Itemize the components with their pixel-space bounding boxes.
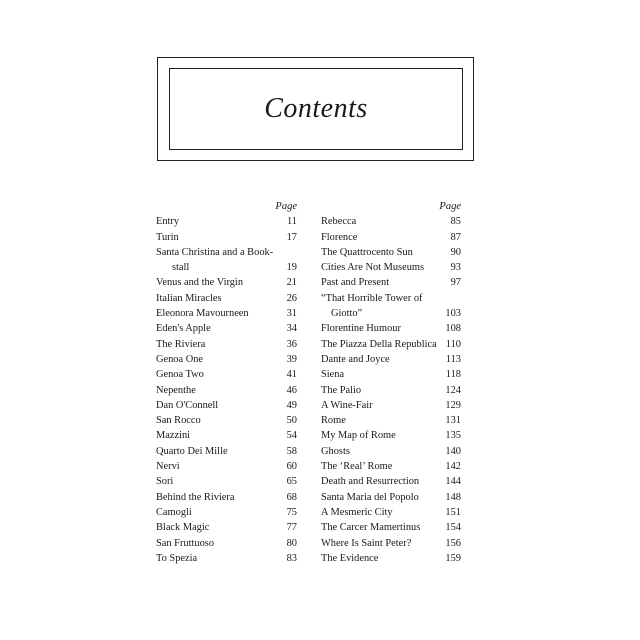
- toc-entry: [156, 367, 297, 382]
- toc-entry: [156, 520, 297, 535]
- toc-entry-title: Dante and Joyce: [321, 353, 390, 365]
- toc-entry-page: 50: [286, 415, 297, 427]
- toc-entry: [321, 383, 461, 398]
- toc-entry-title-continued: stall: [172, 262, 190, 274]
- toc-entry-page: 159: [445, 552, 461, 564]
- toc-entry-page: 87: [450, 231, 461, 243]
- toc-entry-page: 148: [445, 491, 461, 503]
- toc-entry: [156, 321, 297, 336]
- toc-entry-page: 65: [286, 476, 297, 488]
- toc-entry: [321, 275, 461, 290]
- toc-entry-page: 49: [286, 399, 297, 411]
- toc-entry: [321, 505, 461, 520]
- toc-entry-title: Ghosts: [321, 445, 350, 457]
- toc-entry-title: “That Horrible Tower of: [321, 292, 423, 304]
- toc-entry-title: Nepenthe: [156, 384, 196, 396]
- toc-entry-page: 46: [286, 384, 297, 396]
- toc-entry-title: Camogli: [156, 506, 192, 518]
- toc-entry: [156, 306, 297, 321]
- toc-entry: [156, 214, 297, 229]
- toc-entry: [321, 260, 461, 275]
- toc-entry-title: A Mesmeric City: [321, 506, 393, 518]
- toc-entry-page: 142: [445, 461, 461, 473]
- toc-entry-title: Turin: [156, 231, 179, 243]
- toc-entry: [156, 352, 297, 367]
- toc-entry-title: Behind the Riviera: [156, 491, 235, 503]
- page-column-header: Page: [275, 201, 297, 212]
- toc-entry: [321, 428, 461, 443]
- toc-entry-title: Black Magic: [156, 522, 210, 534]
- toc-entry-page: 151: [445, 506, 461, 518]
- toc-entry-page: 124: [445, 384, 461, 396]
- toc-entry: [321, 214, 461, 229]
- toc-entry-title: Nervi: [156, 461, 180, 473]
- toc-entry-title: The Palio: [321, 384, 362, 396]
- toc-entry-page: 68: [286, 491, 297, 503]
- toc-entry-title: Cities Are Not Museums: [321, 262, 425, 274]
- toc-entry-title: Quarto Dei Mille: [156, 445, 228, 457]
- toc-entry-title-continued: Giotto”: [331, 308, 363, 320]
- toc-entry-title: Siena: [321, 369, 345, 381]
- toc-entry: [321, 490, 461, 505]
- toc-entry: [156, 337, 297, 352]
- toc-entry: [321, 536, 461, 551]
- toc-entry-title: The Quattrocento Sun: [321, 246, 413, 258]
- toc-entry: [156, 505, 297, 520]
- toc-entry: [321, 230, 461, 245]
- toc-entry: [321, 321, 461, 336]
- toc-entry-title: Entry: [156, 216, 180, 228]
- toc-entry-page: 110: [445, 338, 461, 350]
- toc-entry: [156, 474, 297, 489]
- toc-entry-title: Eleonora Mavourneen: [156, 308, 249, 320]
- toc-entry-title: Sori: [156, 476, 174, 488]
- title-frame-inner: [169, 68, 463, 150]
- toc-entry-title: Genoa Two: [156, 369, 204, 381]
- toc-entry: [321, 520, 461, 535]
- toc-entry-title: The ‘Real’ Rome: [321, 461, 393, 473]
- toc-entry-title: Where Is Saint Peter?: [321, 537, 412, 549]
- toc-entry-page: 80: [286, 537, 297, 549]
- toc-entry-page: 108: [445, 323, 461, 335]
- toc-entry-title: The Carcer Mamertinus: [321, 522, 421, 534]
- toc-entry-title: Genoa One: [156, 353, 204, 365]
- toc-entry: [156, 413, 297, 428]
- toc-entry: [156, 444, 297, 459]
- toc-entry-title: The Evidence: [321, 552, 379, 564]
- toc-entry-title: San Fruttuoso: [156, 537, 215, 549]
- toc-entry: [321, 367, 461, 382]
- toc-entry-page: 113: [445, 353, 461, 365]
- toc-entry-page: 60: [286, 461, 297, 473]
- toc-entry: [321, 291, 461, 322]
- toc-entry: [156, 230, 297, 245]
- toc-entry-title: Rebecca: [321, 216, 357, 228]
- toc-entry-title: Rome: [321, 415, 346, 427]
- toc-entry-page: 41: [286, 369, 297, 381]
- page-title: Contents: [264, 93, 368, 124]
- toc-entry: [156, 291, 297, 306]
- toc-entry-title: Death and Resurrection: [321, 476, 420, 488]
- toc-entry: [321, 337, 461, 352]
- toc-entry: [321, 398, 461, 413]
- toc-entry-page: 75: [286, 506, 297, 518]
- toc-entry: [321, 474, 461, 489]
- toc-entry: [321, 413, 461, 428]
- toc-entry-title: Mazzini: [156, 430, 191, 442]
- toc-entry-page: 11: [286, 216, 297, 228]
- toc-entry-page: 39: [286, 353, 297, 365]
- toc-entry-page: 93: [450, 262, 461, 274]
- toc-entry-title: My Map of Rome: [321, 430, 396, 442]
- toc-entry: [156, 428, 297, 443]
- toc-entry-page: 19: [286, 262, 297, 274]
- toc-entry-page: 103: [445, 308, 461, 320]
- toc-entry-page: 31: [286, 308, 297, 320]
- toc-entry-page: 156: [445, 537, 461, 549]
- toc-entry-page: 58: [286, 445, 297, 457]
- contents-column-left: [156, 199, 297, 566]
- toc-entry-title: Eden's Apple: [156, 323, 211, 335]
- toc-entry: [156, 398, 297, 413]
- toc-entry-page: 97: [450, 277, 461, 289]
- toc-entry-page: 77: [286, 522, 297, 534]
- toc-entry-page: 26: [286, 292, 297, 304]
- toc-entry-page: 154: [445, 522, 461, 534]
- toc-entry-page: 54: [286, 430, 297, 442]
- toc-entry: [156, 551, 297, 566]
- toc-entry-title: Venus and the Virgin: [156, 277, 244, 289]
- toc-entry: [321, 459, 461, 474]
- toc-entry-page: 36: [286, 338, 297, 350]
- toc-entry-title: Past and Present: [321, 277, 390, 289]
- toc-entry-page: 83: [286, 552, 297, 564]
- toc-entry-title: San Rocco: [156, 415, 201, 427]
- toc-entry-page: 34: [286, 323, 297, 335]
- toc-entry: [156, 245, 297, 276]
- toc-entry-page: 129: [445, 399, 461, 411]
- toc-entry-title: The Riviera: [156, 338, 206, 350]
- toc-entry-page: 140: [445, 445, 461, 457]
- toc-entry-page: 144: [445, 476, 461, 488]
- toc-entry-page: 131: [445, 415, 461, 427]
- toc-entry-title: Florence: [321, 231, 358, 243]
- toc-entry: [321, 551, 461, 566]
- toc-entry-title: To Spezia: [156, 552, 198, 564]
- toc-entry-page: 85: [450, 216, 461, 228]
- toc-entry-page: 118: [445, 369, 461, 381]
- toc-entry-title: Santa Christina and a Book-: [156, 246, 274, 258]
- toc-entry: [156, 459, 297, 474]
- toc-entry-title: Florentine Humour: [321, 323, 401, 335]
- toc-entry-title: Dan O'Connell: [156, 399, 219, 411]
- toc-entry: [156, 275, 297, 290]
- toc-entry-title: A Wine-Fair: [321, 399, 373, 411]
- toc-entry: [156, 383, 297, 398]
- toc-entry-title: Santa Maria del Popolo: [321, 491, 419, 503]
- page-column-header: Page: [439, 201, 461, 212]
- toc-entry-page: 135: [445, 430, 461, 442]
- contents-column-right: [321, 199, 461, 566]
- toc-entry: [321, 352, 461, 367]
- toc-entry-page: 90: [450, 246, 461, 258]
- toc-entry: [156, 536, 297, 551]
- toc-entry-page: 17: [286, 231, 297, 243]
- toc-entry-page: 21: [286, 277, 297, 289]
- toc-entry: [156, 490, 297, 505]
- toc-entry: [321, 444, 461, 459]
- toc-entry: [321, 245, 461, 260]
- toc-entry-title: Italian Miracles: [156, 292, 222, 304]
- toc-entry-title: The Piazza Della Republica: [321, 338, 437, 350]
